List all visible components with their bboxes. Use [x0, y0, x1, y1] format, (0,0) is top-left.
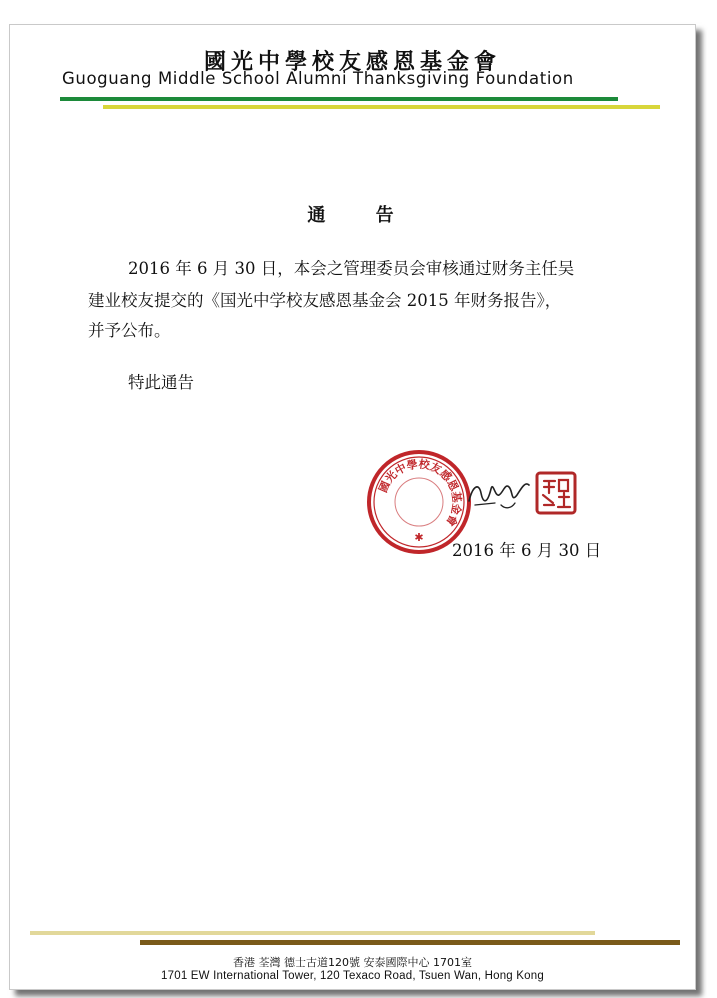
footer-brown-rule [140, 940, 680, 945]
letterhead-title-cn: 國光中學校友感恩基金會 [203, 50, 501, 75]
svg-text:國光中學校友感恩基金會 [376, 457, 465, 529]
signature-icon [465, 475, 533, 515]
notice-title: 通 告 [307, 205, 416, 226]
footer-address-en: 1701 EW International Tower, 120 Texaco Road, Tsuen Wan, Hong Kong [161, 970, 544, 982]
footer-address-cn: 香港 荃灣 德士古道120號 安泰國際中心 1701室 [233, 956, 472, 969]
notice-paragraph-line: 并予公布。 [88, 321, 171, 340]
notice-date: 2016 年 6 月 30 日 [452, 541, 602, 560]
footer-yellow-rule [30, 931, 595, 935]
letter-page [9, 24, 696, 990]
letterhead-green-rule [60, 97, 618, 101]
svg-text:✱: ✱ [414, 531, 424, 544]
letterhead-title-en: Guoguang Middle School Alumni Thanksgiving Foundation [62, 69, 574, 88]
notice-paragraph-line: 建业校友提交的《国光中学校友感恩基金会 2015 年财务报告》， [88, 291, 562, 310]
square-seal-icon [535, 471, 577, 515]
notice-closing: 特此通告 [128, 373, 194, 392]
letterhead-yellow-rule [103, 105, 660, 109]
notice-paragraph-line: 2016 年 6 月 30 日，本会之管理委员会审核通过财务主任吴 [128, 259, 575, 278]
seal-text: 國光中學校友感恩基金會 [376, 457, 464, 529]
